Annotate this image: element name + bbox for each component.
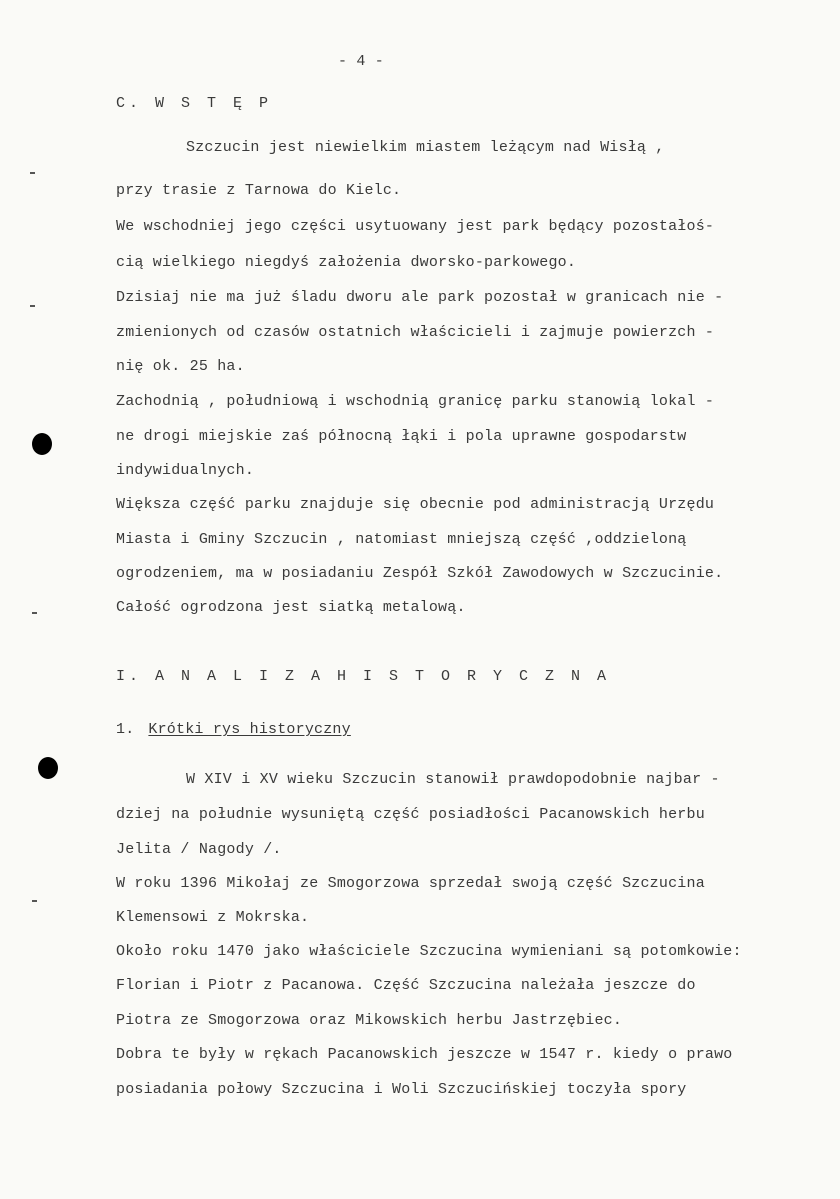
text-line: Zachodnią , południową i wschodnią granicę parku stanowią lokal - — [116, 393, 715, 410]
margin-mark — [30, 305, 35, 307]
text-line: Piotra ze Smogorzowa oraz Mikowskich herbu Jastrzębiec. — [116, 1012, 623, 1029]
section-intro-heading: C. W S T Ę P — [116, 95, 273, 112]
subsection-title: Krótki rys historyczny — [148, 721, 351, 738]
text-line: Całość ogrodzona jest siatką metalową. — [116, 599, 466, 616]
punch-hole — [32, 433, 52, 455]
text-line: Florian i Piotr z Pacanowa. Część Szczucina należała jeszcze do — [116, 977, 696, 994]
text-line: indywidualnych. — [116, 462, 255, 479]
text-line: dziej na południe wysuniętą część posiadłości Pacanowskich herbu — [116, 806, 705, 823]
text-line: Dobra te były w rękach Pacanowskich jeszcze w 1547 r. kiedy o prawo — [116, 1046, 733, 1063]
text-line: posiadania połowy Szczucina i Woli Szczucińskiej toczyła spory — [116, 1081, 687, 1098]
text-line: ogrodzeniem, ma w posiadaniu Zespół Szkół Zawodowych w Szczucinie. — [116, 565, 724, 582]
text-line: przy trasie z Tarnowa do Kielc. — [116, 182, 402, 199]
page-number: - 4 - — [338, 53, 385, 70]
margin-mark — [32, 900, 37, 902]
text-line: cią wielkiego niegdyś założenia dworsko-parkowego. — [116, 254, 577, 271]
section-analysis-heading: I. A N A L I Z A H I S T O R Y C Z N A — [116, 668, 611, 685]
punch-hole — [38, 757, 58, 779]
text-line: Dzisiaj nie ma już śladu dworu ale park pozostał w granicach nie - — [116, 289, 724, 306]
text-line: W XIV i XV wieku Szczucin stanowił prawdopodobnie najbar - — [186, 771, 720, 788]
text-line: ne drogi miejskie zaś północną łąki i pola uprawne gospodarstw — [116, 428, 687, 445]
margin-mark — [30, 172, 35, 174]
text-line: Większa część parku znajduje się obecnie pod administracją Urzędu — [116, 496, 715, 513]
text-line: W roku 1396 Mikołaj ze Smogorzowa sprzedał swoją część Szczucina — [116, 875, 705, 892]
text-line: Szczucin jest niewielkim miastem leżącym nad Wisłą , — [186, 139, 665, 156]
subsection-heading — [116, 720, 351, 740]
margin-mark — [32, 612, 37, 614]
text-line: Jelita / Nagody /. — [116, 841, 282, 858]
text-line: Klemensowi z Mokrska. — [116, 909, 310, 926]
text-line: nię ok. 25 ha. — [116, 358, 245, 375]
text-line: Około roku 1470 jako właściciele Szczucina wymieniani są potomkowie: — [116, 943, 742, 960]
subsection-number: 1. — [116, 721, 135, 738]
text-line: zmienionych od czasów ostatnich właścicieli i zajmuje powierzch - — [116, 324, 715, 341]
text-line: We wschodniej jego części usytuowany jest park będący pozostałoś- — [116, 218, 715, 235]
text-line: Miasta i Gminy Szczucin , natomiast mniejszą część ,oddzieloną — [116, 531, 687, 548]
